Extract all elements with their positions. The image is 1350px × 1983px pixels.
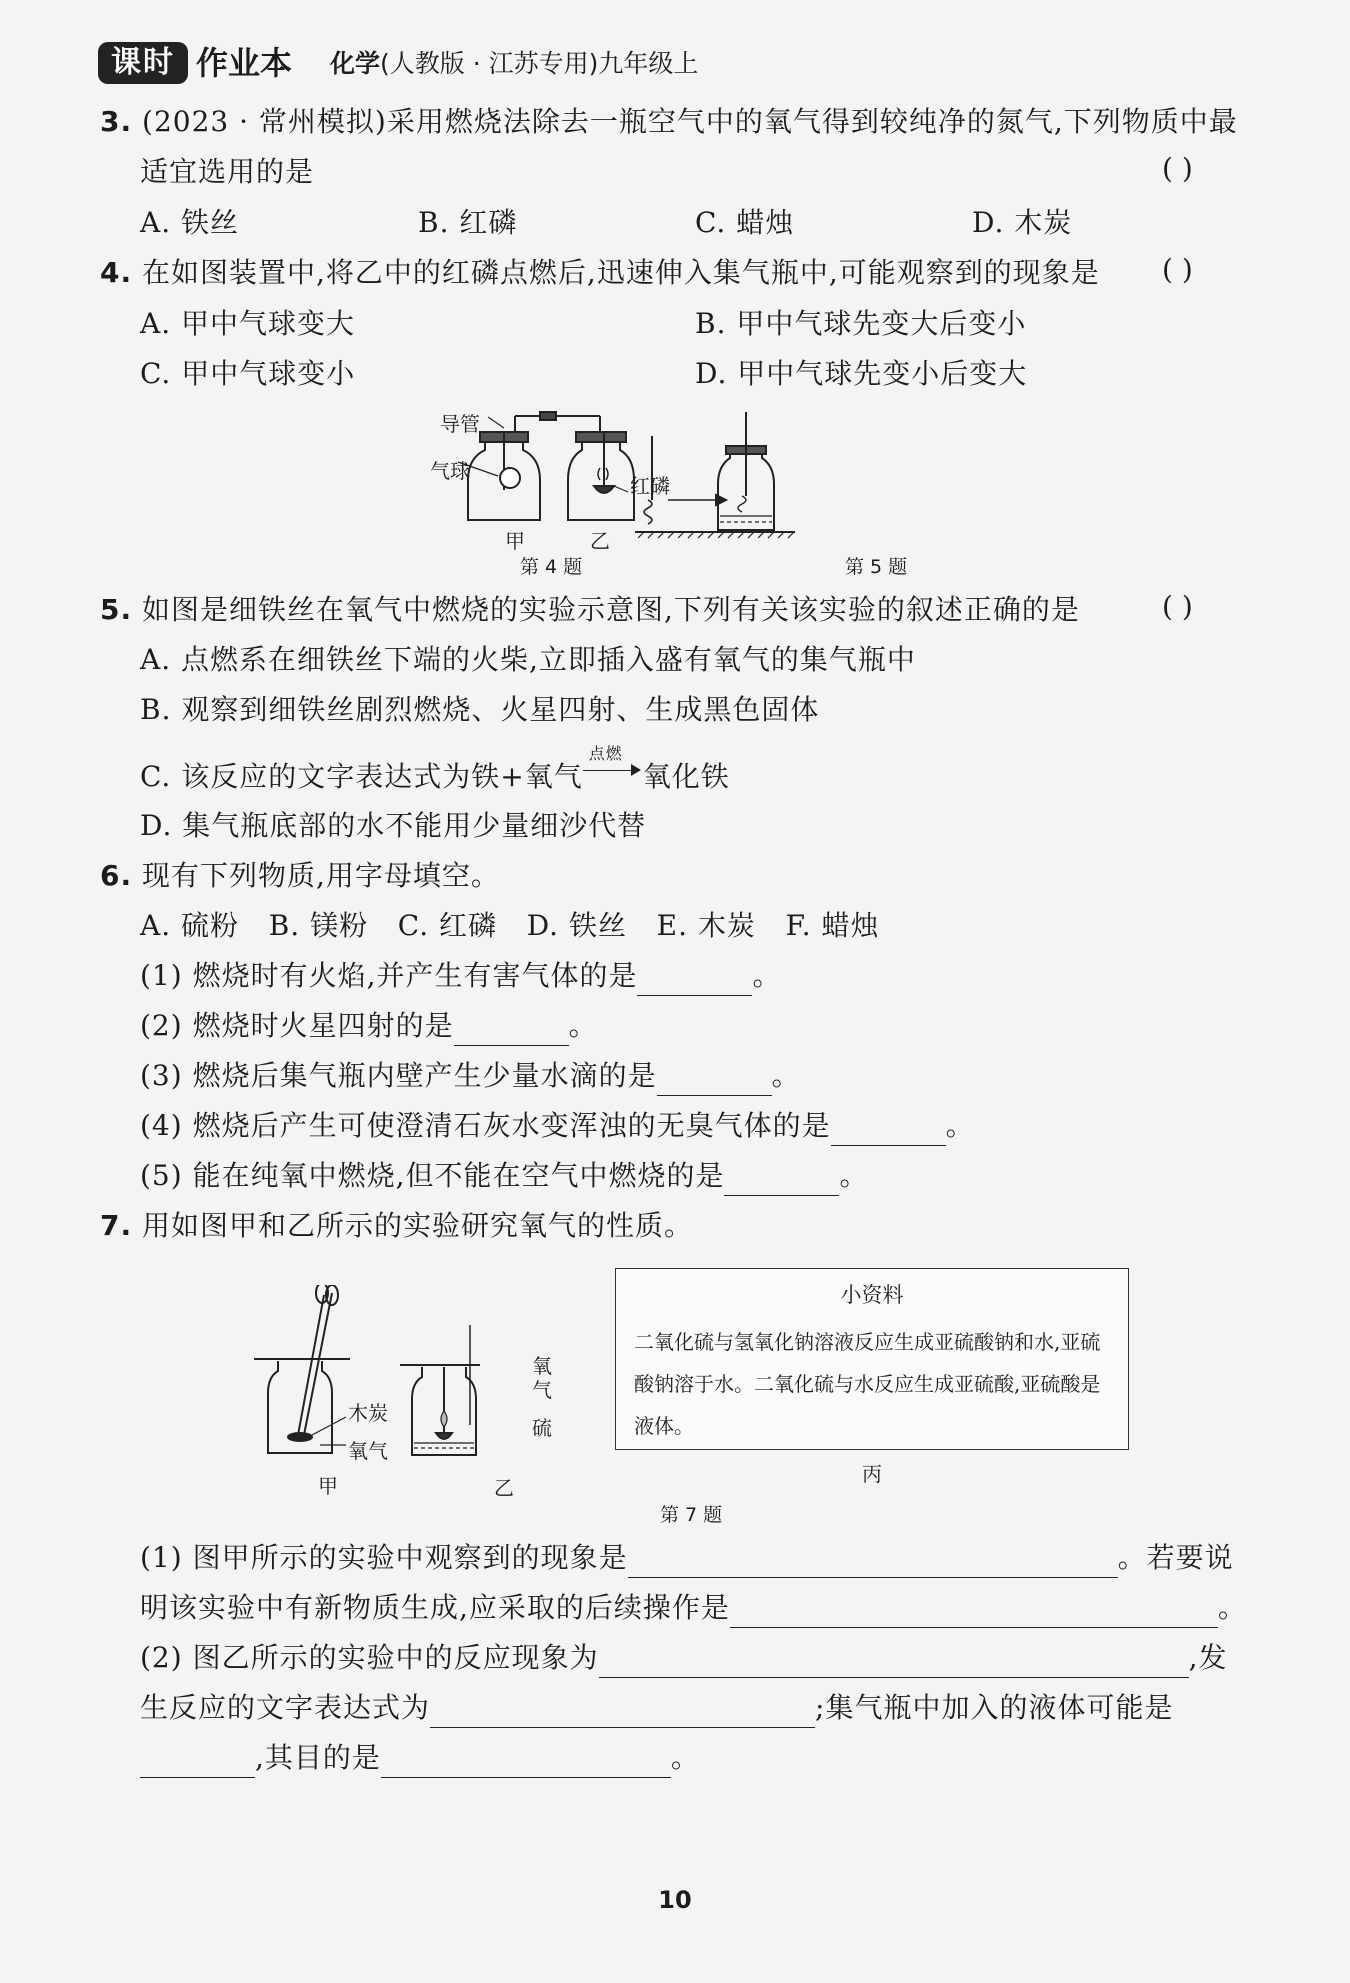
sub-question-6-1	[140, 956, 781, 996]
label-oxygen-vertical-2: 气	[532, 1378, 552, 1402]
bottle-yi-illustration	[568, 416, 634, 520]
info-box-title: 小资料	[840, 1283, 904, 1307]
question-text: 如图是细铁丝在氧气中燃烧的实验示意图,下列有关该实验的叙述正确的是	[142, 593, 1080, 626]
info-box	[615, 1268, 1129, 1450]
period: 。	[945, 1109, 975, 1142]
sub-question-text: (4) 燃烧后产生可使澄清石灰水变浑浊的无臭气体的是	[140, 1109, 831, 1142]
sub-question-text: ,发	[1188, 1641, 1228, 1674]
answer-blank[interactable]	[628, 1547, 1118, 1578]
option-c: C. 蜡烛	[695, 206, 795, 239]
brand-logo: 课时	[98, 42, 188, 84]
option-a: A. 甲中气球变大	[140, 307, 356, 340]
option-a: A. 点燃系在细铁丝下端的火柴,立即插入盛有氧气的集气瓶中	[140, 643, 916, 676]
info-box-text: 二氧化硫与氢氧化钠溶液反应生成亚硫酸钠和水,亚硫酸钠溶于水。二氧化硫与水反应生成亚硫酸,亚硫酸是液体。	[634, 1330, 1101, 1438]
option-c-text: C. 该反应的文字表达式为铁+氧气	[140, 760, 583, 793]
answer-blank[interactable]	[430, 1697, 815, 1728]
page-number: 10	[658, 1886, 692, 1914]
answer-blank[interactable]	[637, 965, 752, 996]
answer-blank[interactable]	[730, 1597, 1218, 1628]
label-phosphorus: 红磷	[630, 474, 670, 498]
label-sulfur: 硫	[532, 1416, 552, 1440]
question-5	[100, 590, 1080, 630]
sub-question-text: (3) 燃烧后集气瓶内壁产生少量水滴的是	[140, 1059, 657, 1092]
reaction-condition: 点燃	[588, 744, 623, 763]
sub-question-7-2-line3	[140, 1738, 700, 1778]
option-b: B. 红磷	[418, 206, 518, 239]
reaction-arrow	[583, 744, 643, 786]
question-7	[100, 1206, 693, 1246]
label-oxygen-vertical-1: 氧	[532, 1354, 552, 1378]
period: 。	[670, 1741, 700, 1774]
period: 。	[752, 959, 782, 992]
answer-blank[interactable]	[454, 1015, 569, 1046]
answer-parentheses: ( )	[1162, 253, 1193, 286]
caption-figure-7: 第 7 题	[660, 1504, 723, 1526]
sub-question-text: 生反应的文字表达式为	[140, 1691, 431, 1724]
caption-figure-4: 第 4 题	[520, 556, 583, 578]
period: 。	[839, 1159, 869, 1192]
question-3-line2: 适宜选用的是	[140, 155, 315, 188]
substance-list: A. 硫粉 B. 镁粉 C. 红磷 D. 铁丝 E. 木炭 F. 蜡烛	[140, 909, 880, 942]
question-number: 5.	[100, 593, 133, 626]
label-yi: 乙	[590, 529, 610, 553]
answer-blank[interactable]	[140, 1747, 255, 1778]
question-text: 在如图装置中,将乙中的红磷点燃后,迅速伸入集气瓶中,可能观察到的现象是	[142, 256, 1100, 289]
question-4	[100, 253, 1100, 293]
sub-question-6-3	[140, 1056, 801, 1096]
sub-question-text: 。若要说	[1117, 1541, 1234, 1574]
label-tube: 导管	[440, 412, 480, 436]
sub-question-text: ;集气瓶中加入的液体可能是	[815, 1691, 1174, 1724]
label-jia: 甲	[318, 1474, 338, 1498]
question-text: 用如图甲和乙所示的实验研究氧气的性质。	[142, 1209, 694, 1242]
sub-question-6-4	[140, 1106, 975, 1146]
question-text: (2023 · 常州模拟)采用燃烧法除去一瓶空气中的氧气得到较纯净的氮气,下列物质中最	[142, 105, 1238, 138]
answer-parentheses: ( )	[1162, 152, 1193, 185]
sub-question-text: 明该实验中有新物质生成,应采取的后续操作是	[140, 1591, 730, 1624]
charcoal-bottle-illustration	[254, 1285, 350, 1453]
sub-question-text: (2) 图乙所示的实验中的反应现象为	[140, 1641, 599, 1674]
sub-question-text: (2) 燃烧时火星四射的是	[140, 1009, 454, 1042]
sub-question-text: (1) 燃烧时有火焰,并产生有害气体的是	[140, 959, 638, 992]
answer-blank[interactable]	[657, 1065, 772, 1096]
option-b: B. 甲中气球先变大后变小	[695, 307, 1027, 340]
sub-question-7-1-line1	[140, 1538, 1234, 1578]
option-c	[140, 744, 730, 797]
period: 。	[771, 1059, 801, 1092]
sub-question-7-2-line1	[140, 1638, 1227, 1678]
period: 。	[568, 1009, 598, 1042]
sulfur-bottle-illustration	[400, 1325, 480, 1455]
answer-blank[interactable]	[599, 1647, 1189, 1678]
question-3-line1	[100, 102, 1238, 142]
option-c-product: 氧化铁	[642, 760, 730, 793]
answer-blank[interactable]	[381, 1747, 671, 1778]
answer-parentheses: ( )	[1162, 590, 1193, 623]
question-number: 6.	[100, 859, 133, 892]
answer-blank[interactable]	[831, 1115, 946, 1146]
option-c: C. 甲中气球变小	[140, 357, 356, 390]
iron-wire-illustration	[635, 400, 795, 532]
answer-blank[interactable]	[724, 1165, 839, 1196]
book-subtitle	[330, 46, 698, 82]
figure-7-illustration	[240, 1285, 580, 1485]
question-6	[100, 856, 500, 896]
label-oxygen: 氧气	[348, 1439, 388, 1463]
label-jia: 甲	[505, 529, 525, 553]
option-b: B. 观察到细铁丝剧烈燃烧、火星四射、生成黑色固体	[140, 693, 820, 726]
option-d: D. 集气瓶底部的水不能用少量细沙代替	[140, 809, 647, 842]
label-balloon: 气球	[430, 459, 470, 483]
option-d: D. 木炭	[972, 206, 1073, 239]
option-a: A. 铁丝	[140, 206, 240, 239]
question-number: 3.	[100, 105, 133, 138]
sub-question-text: (1) 图甲所示的实验中观察到的现象是	[140, 1541, 628, 1574]
sub-question-7-2-line2	[140, 1688, 1173, 1728]
sub-question-text: (5) 能在纯氧中燃烧,但不能在空气中燃烧的是	[140, 1159, 725, 1192]
edition-label: (人教版 · 江苏专用)九年级上	[380, 49, 699, 78]
label-charcoal: 木炭	[348, 1401, 388, 1425]
question-text: 现有下列物质,用字母填空。	[142, 859, 500, 892]
caption-figure-5: 第 5 题	[845, 556, 908, 578]
bottle-jia-illustration	[468, 412, 600, 520]
label-bing: 丙	[862, 1462, 882, 1486]
sub-question-7-1-line2	[140, 1588, 1247, 1628]
question-number: 4.	[100, 256, 133, 289]
sub-question-6-5	[140, 1156, 868, 1196]
subject-label: 化学	[330, 49, 381, 78]
label-yi: 乙	[494, 1476, 514, 1500]
sub-question-text: ,其目的是	[255, 1741, 381, 1774]
book-title: 作业本	[196, 44, 293, 82]
question-number: 7.	[100, 1209, 133, 1242]
period: 。	[1217, 1591, 1247, 1624]
option-d: D. 甲中气球先变小后变大	[695, 357, 1028, 390]
sub-question-6-2	[140, 1006, 598, 1046]
